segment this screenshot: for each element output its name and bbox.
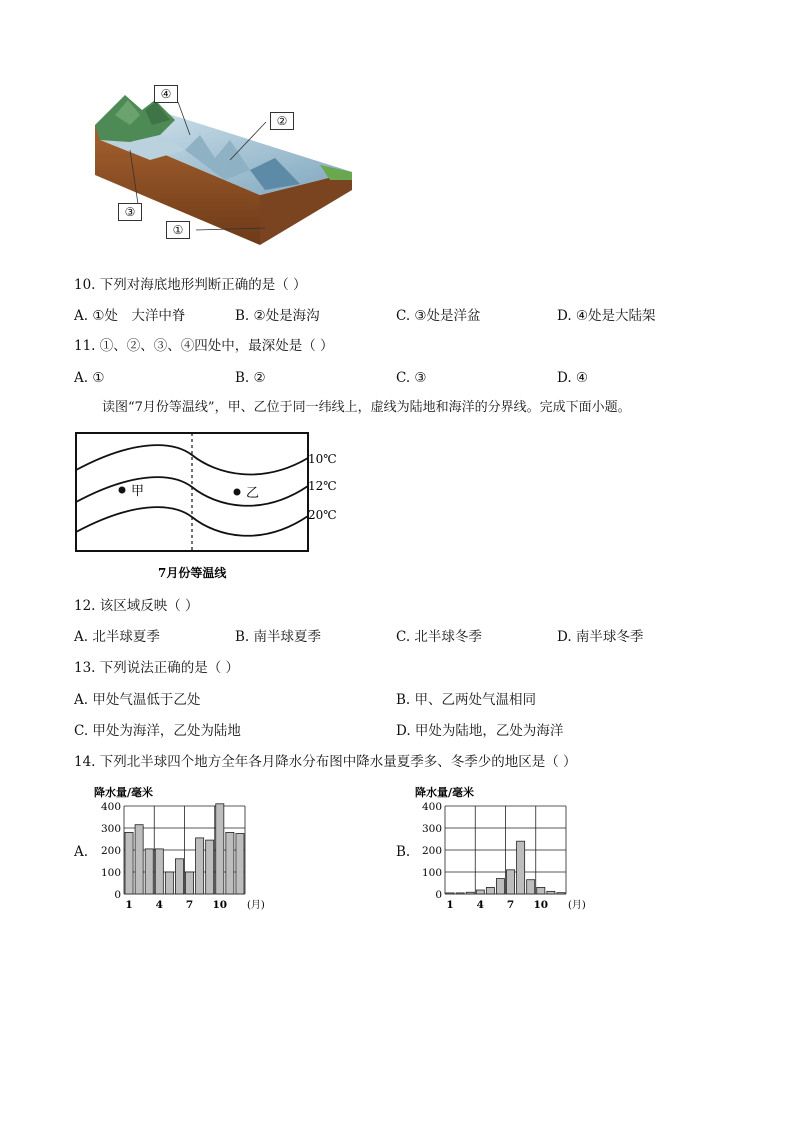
chart-b-ylabel: 降水量/毫米 xyxy=(415,786,475,799)
chart-b-bar-7 xyxy=(507,870,515,894)
chart-a-ytick: 100 xyxy=(100,867,121,879)
chart-a-xlabel: (月) xyxy=(247,900,265,911)
q13-option-d[interactable]: D. 甲处为陆地，乙处为海洋 xyxy=(396,723,564,739)
q12-stem: 12. 该区域反映（ ） xyxy=(74,598,199,614)
chart-b-ytick: 100 xyxy=(421,867,442,879)
group-intro: 读图“7月份等温线”，甲、乙位于同一纬线上，虚线为陆地和海洋的分界线。完成下面小题。 xyxy=(102,400,631,415)
chart-b-bar-10 xyxy=(537,887,545,894)
q11-stem: 11. ①、②、③、④四处中，最深处是（ ） xyxy=(74,338,334,354)
q11-option-b[interactable]: B. ② xyxy=(235,370,266,386)
chart-b-bar-8 xyxy=(517,841,525,894)
precip-chart-a xyxy=(92,784,272,914)
chart-a-bar-2 xyxy=(135,825,143,894)
callout-2: ② xyxy=(270,112,294,130)
callout-4: ④ xyxy=(154,85,178,103)
chart-a-ytick: 0 xyxy=(114,889,121,901)
isotherm-caption: 7月份等温线 xyxy=(158,566,227,580)
chart-b-xtick: 1 xyxy=(446,899,454,911)
chart-a-xtick: 1 xyxy=(125,899,133,911)
q10-option-a[interactable]: A. ①处 大洋中脊 xyxy=(74,308,186,324)
chart-a-bar-3 xyxy=(145,849,153,894)
chart-b-bar-2 xyxy=(456,893,464,894)
q13-option-c[interactable]: C. 甲处为海洋，乙处为陆地 xyxy=(74,723,241,739)
chart-b-ytick: 400 xyxy=(421,801,442,813)
chart-a-bar-7 xyxy=(186,872,194,894)
isotherm-label-12: 12℃ xyxy=(308,479,337,493)
chart-a-xtick: 10 xyxy=(212,899,228,911)
q11-option-c[interactable]: C. ③ xyxy=(396,370,427,386)
isotherm-label-10: 10℃ xyxy=(308,452,337,466)
chart-b-bar-9 xyxy=(527,880,535,894)
q10-stem: 10. 下列对海底地形判断正确的是（ ） xyxy=(74,277,307,293)
chart-b-xtick: 4 xyxy=(476,899,484,911)
point-label-jia: 甲 xyxy=(131,484,145,499)
chart-a-bar-8 xyxy=(196,838,204,894)
chart-b-bar-1 xyxy=(446,893,454,894)
q13-stem: 13. 下列说法正确的是（ ） xyxy=(74,660,240,676)
chart-b-bar-6 xyxy=(496,879,504,894)
isotherm-label-20: 20℃ xyxy=(308,508,337,522)
chart-b-xtick: 10 xyxy=(533,899,549,911)
isotherm-figure xyxy=(72,430,342,580)
q10-option-c[interactable]: C. ③处是洋盆 xyxy=(396,308,481,324)
chart-a-xtick: 4 xyxy=(155,899,163,911)
q12-option-b[interactable]: B. 南半球夏季 xyxy=(235,629,322,645)
chart-a-bar-1 xyxy=(125,832,133,894)
chart-b-bar-3 xyxy=(466,892,474,894)
q12-option-c[interactable]: C. 北半球冬季 xyxy=(396,629,482,645)
q13-option-b[interactable]: B. 甲、乙两处气温相同 xyxy=(396,692,537,708)
chart-a-ytick: 300 xyxy=(100,823,121,835)
point-yi xyxy=(234,489,241,496)
chart-b-xlabel: (月) xyxy=(568,900,586,911)
chart-b-ytick: 0 xyxy=(435,889,442,901)
q12-option-a[interactable]: A. 北半球夏季 xyxy=(74,629,160,645)
chart-a-ytick: 200 xyxy=(100,845,121,857)
q12-option-d[interactable]: D. 南半球冬季 xyxy=(557,629,644,645)
chart-a-ylabel: 降水量/毫米 xyxy=(94,786,154,799)
chart-b-xtick: 7 xyxy=(506,899,515,911)
chart-b-bar-5 xyxy=(486,887,494,894)
chart-b-bar-4 xyxy=(476,890,484,894)
chart-b-bar-11 xyxy=(547,891,555,894)
chart-a-xtick: 7 xyxy=(185,899,194,911)
q13-option-a[interactable]: A. 甲处气温低于乙处 xyxy=(74,692,201,708)
q11-option-d[interactable]: D. ④ xyxy=(557,370,589,386)
chart-a-bar-6 xyxy=(175,859,183,894)
chart-a-ytick: 400 xyxy=(100,801,121,813)
q11-option-a[interactable]: A. ① xyxy=(74,370,105,386)
callout-3: ③ xyxy=(118,203,142,221)
chart-a-bar-5 xyxy=(165,872,173,894)
q14-option-a[interactable]: A. xyxy=(74,844,89,860)
chart-a-bar-10 xyxy=(216,804,224,894)
callout-1: ① xyxy=(166,221,190,239)
chart-b-ytick: 200 xyxy=(421,845,442,857)
seafloor-terrain-figure xyxy=(90,80,360,250)
point-jia xyxy=(119,487,126,494)
chart-a-bar-4 xyxy=(155,849,163,894)
chart-b-bar-12 xyxy=(557,893,565,894)
point-label-yi: 乙 xyxy=(246,486,260,501)
q10-option-d[interactable]: D. ④处是大陆架 xyxy=(557,308,656,324)
q14-stem: 14. 下列北半球四个地方全年各月降水分布图中降水量夏季多、冬季少的地区是（ ） xyxy=(74,754,577,770)
chart-a-bar-12 xyxy=(236,834,244,895)
q14-option-b[interactable]: B. xyxy=(396,844,411,860)
chart-a-bar-9 xyxy=(206,840,214,894)
q10-option-b[interactable]: B. ②处是海沟 xyxy=(235,308,320,324)
precip-chart-b xyxy=(413,784,593,914)
chart-b-ytick: 300 xyxy=(421,823,442,835)
chart-a-bar-11 xyxy=(226,832,234,894)
